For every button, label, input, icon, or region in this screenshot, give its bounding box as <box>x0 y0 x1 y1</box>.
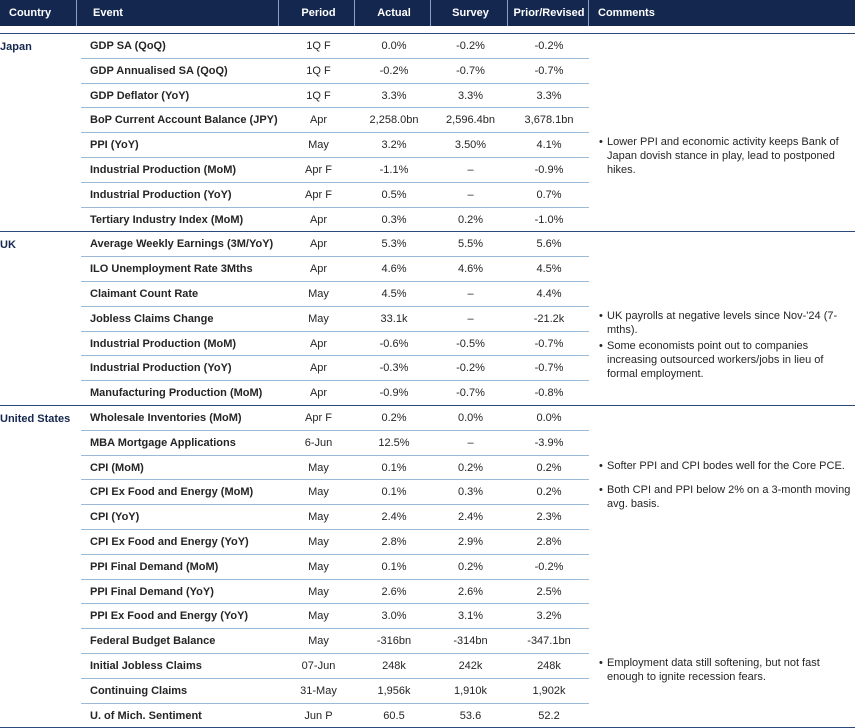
value-period: Apr F <box>305 188 332 201</box>
value-prior: -0.7% <box>534 64 564 77</box>
value-prior: 0.7% <box>536 188 562 201</box>
value-actual: -1.1% <box>379 164 409 176</box>
value-actual: 2.8% <box>381 536 407 548</box>
event-name: Wholesale Inventories (MoM) <box>90 412 242 424</box>
value-survey: 0.2% <box>457 213 484 226</box>
value-actual: 3.3% <box>381 89 407 102</box>
value-actual: 2,258.0bn <box>369 114 419 127</box>
country-label: UK <box>0 239 16 252</box>
value-period: 1Q F <box>306 40 331 52</box>
header-period: Period <box>283 0 355 26</box>
value-period: Apr <box>309 114 328 127</box>
value-prior: -1.0% <box>534 213 564 226</box>
header-event: Event <box>81 0 279 26</box>
value-survey: 2.6% <box>457 585 484 598</box>
value-survey: – <box>467 436 474 449</box>
value-period: Apr F <box>305 164 332 176</box>
value-actual: 0.1% <box>381 486 407 499</box>
value-period: 6-Jun <box>304 436 333 449</box>
comment-bullet: • Both CPI and PPI below 2% on a 3-month moving avg. basis. <box>599 483 855 511</box>
value-actual: 33.1k <box>380 312 408 325</box>
value-survey: 53.6 <box>459 709 482 722</box>
value-period: Apr F <box>305 412 332 424</box>
value-period: Apr <box>309 362 328 375</box>
header-survey: Survey <box>434 0 508 26</box>
value-actual: 0.1% <box>381 560 407 573</box>
value-period: May <box>308 635 329 648</box>
value-survey: 3.1% <box>457 610 484 623</box>
event-name: PPI Ex Food and Energy (YoY) <box>90 610 249 623</box>
header-comments: Comments <box>598 7 655 19</box>
value-actual: 248k <box>382 660 406 672</box>
country-label: United States <box>0 413 71 425</box>
value-period: Apr <box>309 238 328 251</box>
value-prior: 4.5% <box>536 263 562 276</box>
comment-bullet: • Some economists point out to companies increasing outsourced workers/jobs in lieu of formal employment. <box>599 339 855 381</box>
value-survey: -0.5% <box>456 337 485 350</box>
value-survey: 1,910k <box>453 684 488 697</box>
value-survey: -0.2% <box>456 40 485 52</box>
value-survey: 242k <box>458 660 483 672</box>
header-actual: Actual <box>358 0 431 26</box>
value-period: May <box>308 312 329 325</box>
event-name: CPI Ex Food and Energy (YoY) <box>90 536 249 548</box>
value-survey: -314bn <box>453 635 488 648</box>
event-name: MBA Mortgage Applications <box>90 436 236 449</box>
value-survey: 2,596.4bn <box>446 114 495 127</box>
comment-bullet: • Employment data still softening, but not fast enough to ignite recession fears. <box>599 656 855 684</box>
value-survey: 0.0% <box>457 412 484 424</box>
event-name: GDP Deflator (YoY) <box>90 89 190 102</box>
value-actual: -0.3% <box>379 362 409 375</box>
value-period: May <box>308 461 329 474</box>
event-name: Industrial Production (MoM) <box>90 164 237 176</box>
value-survey: 3.50% <box>454 139 487 152</box>
event-name: Initial Jobless Claims <box>90 660 202 672</box>
value-actual: 4.5% <box>381 288 407 300</box>
value-actual: 0.1% <box>381 461 407 474</box>
value-actual: 3.2% <box>381 139 407 152</box>
value-survey: – <box>467 288 474 300</box>
event-name: CPI Ex Food and Energy (MoM) <box>90 486 254 499</box>
comment-bullet: • Softer PPI and CPI bodes well for the Core PCE. <box>599 459 855 473</box>
header-country: Country <box>0 0 77 26</box>
value-actual: 1,956k <box>377 684 411 697</box>
value-survey: -0.2% <box>456 362 485 375</box>
header-prior: Prior/Revised <box>510 0 589 26</box>
value-prior: -21.2k <box>533 312 565 325</box>
value-prior: -0.7% <box>534 337 564 350</box>
value-prior: 3.2% <box>536 610 562 623</box>
event-name: Industrial Production (YoY) <box>90 188 232 201</box>
value-period: 1Q F <box>306 89 331 102</box>
value-prior: -0.2% <box>534 40 564 52</box>
event-name: PPI Final Demand (MoM) <box>90 560 219 573</box>
value-actual: 0.5% <box>381 188 407 201</box>
value-survey: 2.9% <box>457 536 484 548</box>
value-survey: 4.6% <box>457 263 484 276</box>
value-survey: 0.2% <box>457 461 484 474</box>
value-period: May <box>308 486 329 499</box>
value-actual: -0.9% <box>379 387 409 400</box>
value-prior: 3,678.1bn <box>524 114 574 127</box>
value-period: Apr <box>309 263 328 276</box>
event-name: CPI (MoM) <box>90 461 144 474</box>
event-name: Industrial Production (MoM) <box>90 337 237 350</box>
event-name: Industrial Production (YoY) <box>90 362 232 375</box>
value-prior: 3.3% <box>536 89 562 102</box>
event-name: U. of Mich. Sentiment <box>90 709 202 722</box>
value-survey: 0.3% <box>457 486 484 499</box>
value-period: May <box>308 288 329 300</box>
event-name: GDP Annualised SA (QoQ) <box>90 64 228 77</box>
event-name: Jobless Claims Change <box>90 312 214 325</box>
value-prior: -0.7% <box>534 362 564 375</box>
value-actual: 12.5% <box>378 436 410 449</box>
value-actual: 2.4% <box>381 511 407 524</box>
value-survey: – <box>467 164 474 176</box>
value-prior: 2.8% <box>536 536 562 548</box>
event-name: Claimant Count Rate <box>90 288 199 300</box>
value-prior: 5.6% <box>536 238 562 251</box>
value-survey: – <box>467 188 474 201</box>
comment-bullet: • Lower PPI and economic activity keeps Bank of Japan dovish stance in play, lead to postponed hikes. <box>599 135 855 177</box>
value-prior: 4.4% <box>536 288 562 300</box>
country-label: Japan <box>0 41 32 53</box>
value-prior: 0.2% <box>536 486 562 499</box>
value-period: Apr <box>309 387 328 400</box>
value-survey: 5.5% <box>457 238 484 251</box>
table-header <box>0 0 855 26</box>
value-actual: -0.6% <box>379 337 409 350</box>
event-name: Manufacturing Production (MoM) <box>90 387 263 400</box>
value-period: Apr <box>309 337 328 350</box>
value-period: 31-May <box>300 684 337 697</box>
value-prior: 4.1% <box>536 139 562 152</box>
value-prior: 0.0% <box>536 412 562 424</box>
value-prior: 248k <box>537 660 561 672</box>
event-name: PPI Final Demand (YoY) <box>90 585 214 598</box>
value-prior: 52.2 <box>538 709 560 722</box>
value-actual: 3.0% <box>381 610 407 623</box>
value-actual: 0.2% <box>381 412 407 424</box>
value-period: May <box>308 585 329 598</box>
event-name: Federal Budget Balance <box>90 635 216 648</box>
value-actual: 4.6% <box>381 263 407 276</box>
value-prior: 0.2% <box>536 461 562 474</box>
value-period: Jun P <box>304 709 333 722</box>
event-name: Tertiary Industry Index (MoM) <box>90 213 244 226</box>
value-survey: -0.7% <box>456 64 485 77</box>
value-prior: 2.3% <box>536 511 562 524</box>
value-period: 07-Jun <box>301 660 336 672</box>
value-prior: -0.8% <box>534 387 564 400</box>
value-actual: 0.0% <box>381 40 407 52</box>
event-name: CPI (YoY) <box>90 511 140 524</box>
value-actual: -316bn <box>376 635 412 648</box>
value-period: May <box>308 536 329 548</box>
value-actual: -0.2% <box>379 64 409 77</box>
value-prior: -0.9% <box>534 164 564 176</box>
event-name: GDP SA (QoQ) <box>90 40 166 52</box>
value-actual: 2.6% <box>381 585 407 598</box>
value-period: May <box>308 511 329 524</box>
value-prior: -0.2% <box>534 560 564 573</box>
value-survey: 2.4% <box>457 511 484 524</box>
value-prior: 2.5% <box>536 585 562 598</box>
value-survey: -0.7% <box>456 387 485 400</box>
event-name: PPI (YoY) <box>90 139 139 152</box>
event-name: Continuing Claims <box>90 684 188 697</box>
value-period: Apr <box>309 213 328 226</box>
event-name: BoP Current Account Balance (JPY) <box>90 114 278 127</box>
value-actual: 60.5 <box>383 709 405 722</box>
value-prior: -3.9% <box>534 436 564 449</box>
value-period: 1Q F <box>306 64 331 77</box>
value-actual: 0.3% <box>381 213 407 226</box>
value-prior: -347.1bn <box>527 635 571 648</box>
event-name: ILO Unemployment Rate 3Mths <box>90 263 253 276</box>
value-period: May <box>308 139 329 152</box>
value-survey: 0.2% <box>457 560 484 573</box>
value-survey: – <box>467 312 474 325</box>
value-prior: 1,902k <box>532 684 566 697</box>
comment-bullet: • UK payrolls at negative levels since Nov-'24 (7-mths). <box>599 309 855 337</box>
value-survey: 3.3% <box>457 89 484 102</box>
value-actual: 5.3% <box>381 238 407 251</box>
value-period: May <box>308 610 329 623</box>
event-name: Average Weekly Earnings (3M/YoY) <box>90 238 274 251</box>
value-period: May <box>308 560 329 573</box>
